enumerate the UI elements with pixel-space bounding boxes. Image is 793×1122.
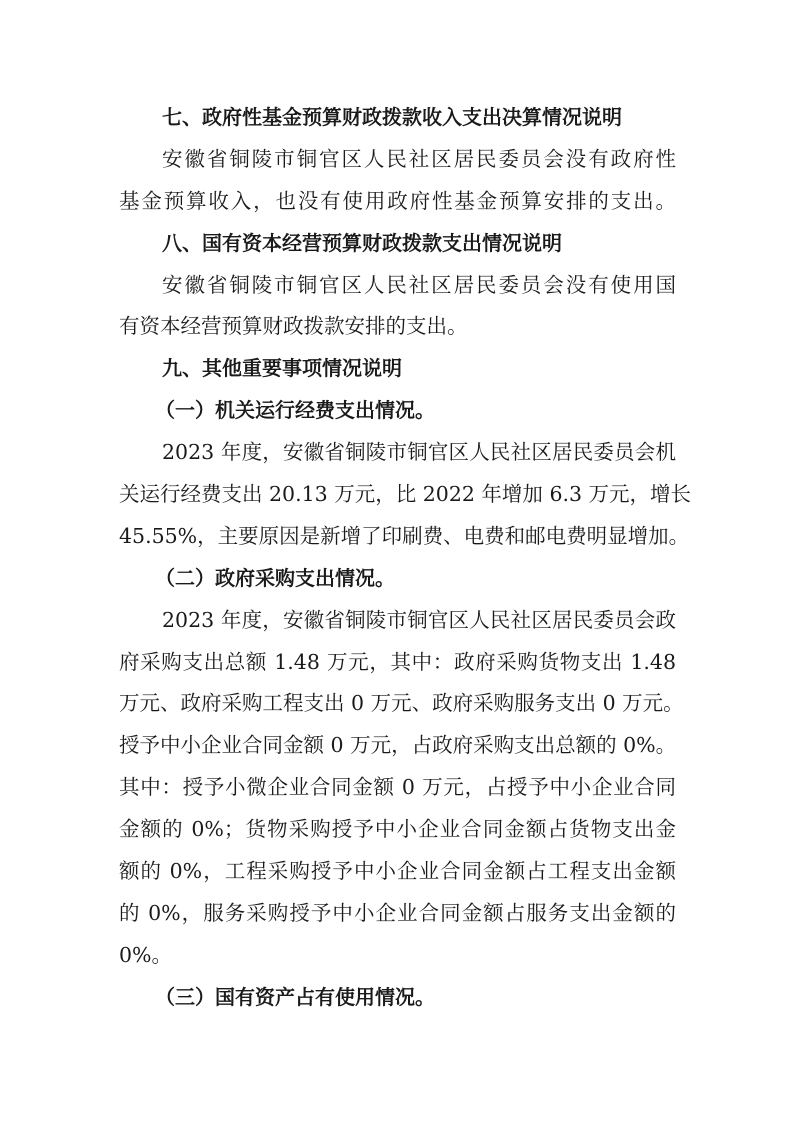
section-8-heading: 八、国有资本经营预算财政拨款支出情况说明	[162, 230, 562, 255]
subsection-2-line: 金额的 0%；货物采购授予中小企业合同金额占货物支出金	[119, 817, 676, 842]
subsection-2-line: 府采购支出总额 1.48 万元，其中：政府采购货物支出 1.48	[119, 649, 676, 674]
subsection-2-line: 0%。	[119, 942, 173, 967]
subsection-2-heading: （二）政府采购支出情况。	[155, 565, 395, 590]
subsection-2-line: 其中：授予小微企业合同金额 0 万元，占授予中小企业合同	[119, 775, 676, 800]
section-8-line: 有资本经营预算财政拨款安排的支出。	[119, 314, 468, 339]
subsection-2-line: 授予中小企业合同金额 0 万元，占政府采购支出总额的 0%。	[119, 733, 677, 758]
subsection-1-line: 45.55%，主要原因是新增了印刷费、电费和邮电费明显增加。	[119, 523, 690, 548]
subsection-2-line: 额的 0%，工程采购授予中小企业合同金额占工程支出金额	[119, 859, 676, 884]
document-page	[119, 97, 692, 1019]
section-7-heading: 七、政府性基金预算财政拨款收入支出决算情况说明	[162, 105, 622, 129]
subsection-3-heading: （三）国有资产占有使用情况。	[155, 984, 435, 1009]
subsection-2-line: 2023 年度，安徽省铜陵市铜官区人民社区居民委员会政	[162, 607, 676, 632]
section-9-heading: 九、其他重要事项情况说明	[162, 356, 402, 381]
section-8-line: 安徽省铜陵市铜官区人民社区居民委员会没有使用国	[162, 272, 676, 297]
subsection-2-line: 的 0%，服务采购授予中小企业合同金额占服务支出金额的	[119, 900, 676, 925]
section-7-line: 基金预算收入，也没有使用政府性基金预算安排的支出。	[119, 188, 676, 213]
subsection-1-heading: （一）机关运行经费支出情况。	[155, 398, 435, 423]
subsection-1-line: 关运行经费支出 20.13 万元，比 2022 年增加 6.3 万元，增长	[119, 482, 692, 507]
subsection-1-line: 2023 年度，安徽省铜陵市铜官区人民社区居民委员会机	[162, 440, 676, 465]
section-7-line: 安徽省铜陵市铜官区人民社区居民委员会没有政府性	[162, 146, 676, 171]
subsection-2-line: 万元、政府采购工程支出 0 万元、政府采购服务支出 0 万元。	[119, 691, 684, 716]
